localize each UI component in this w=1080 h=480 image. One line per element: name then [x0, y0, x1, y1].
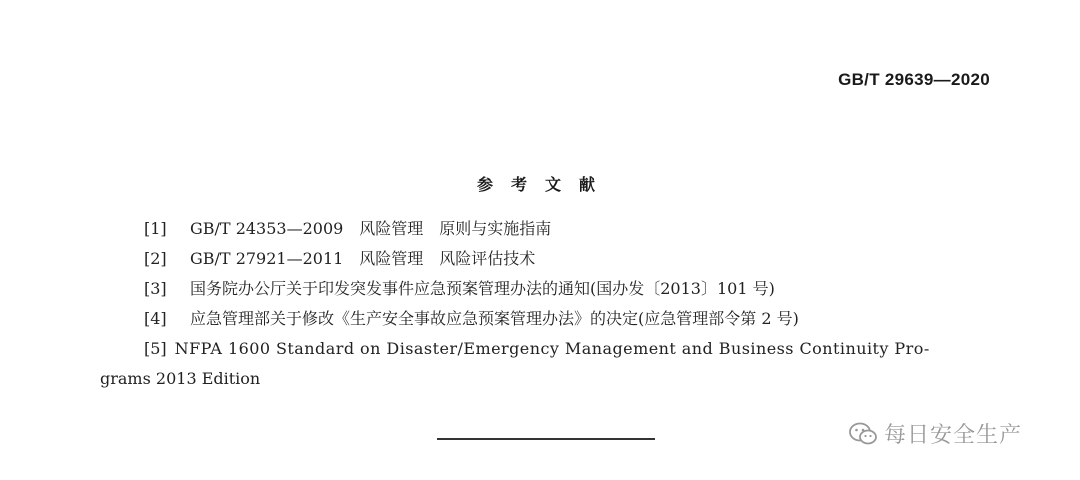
reference-text: GB/T 27921—2011 风险管理 风险评估技术	[190, 249, 536, 268]
reference-number: [3]	[144, 279, 167, 298]
reference-number: [4]	[144, 309, 167, 328]
reference-text: 应急管理部关于修改《生产安全事故应急预案管理办法》的决定(应急管理部令第 2 号)	[190, 309, 799, 328]
section-title: 参考文献	[476, 175, 613, 194]
watermark-text: 每日安全生产	[884, 423, 1023, 448]
reference-item	[100, 304, 990, 334]
reference-text	[100, 339, 930, 388]
reference-item	[100, 244, 990, 274]
reference-number: [5]	[144, 339, 167, 358]
end-rule	[437, 438, 655, 440]
standard-code: GB/T 29639—2020	[838, 70, 990, 89]
watermark	[848, 418, 1022, 449]
reference-text-line: grams 2013 Edition	[100, 369, 261, 388]
reference-number: [1]	[144, 219, 167, 238]
reference-number: [2]	[144, 249, 167, 268]
reference-text: 国务院办公厅关于印发突发事件应急预案管理办法的通知(国办发〔2013〕101 号)	[190, 279, 775, 298]
reference-item	[100, 274, 990, 304]
reference-text: GB/T 24353—2009 风险管理 原则与实施指南	[190, 219, 552, 238]
reference-item	[100, 214, 990, 244]
reference-text-line: NFPA 1600 Standard on Disaster/Emergency Management and Business Continuity Pro-	[174, 339, 930, 358]
reference-list	[100, 214, 990, 394]
reference-item	[100, 334, 990, 394]
wechat-icon	[848, 421, 878, 447]
